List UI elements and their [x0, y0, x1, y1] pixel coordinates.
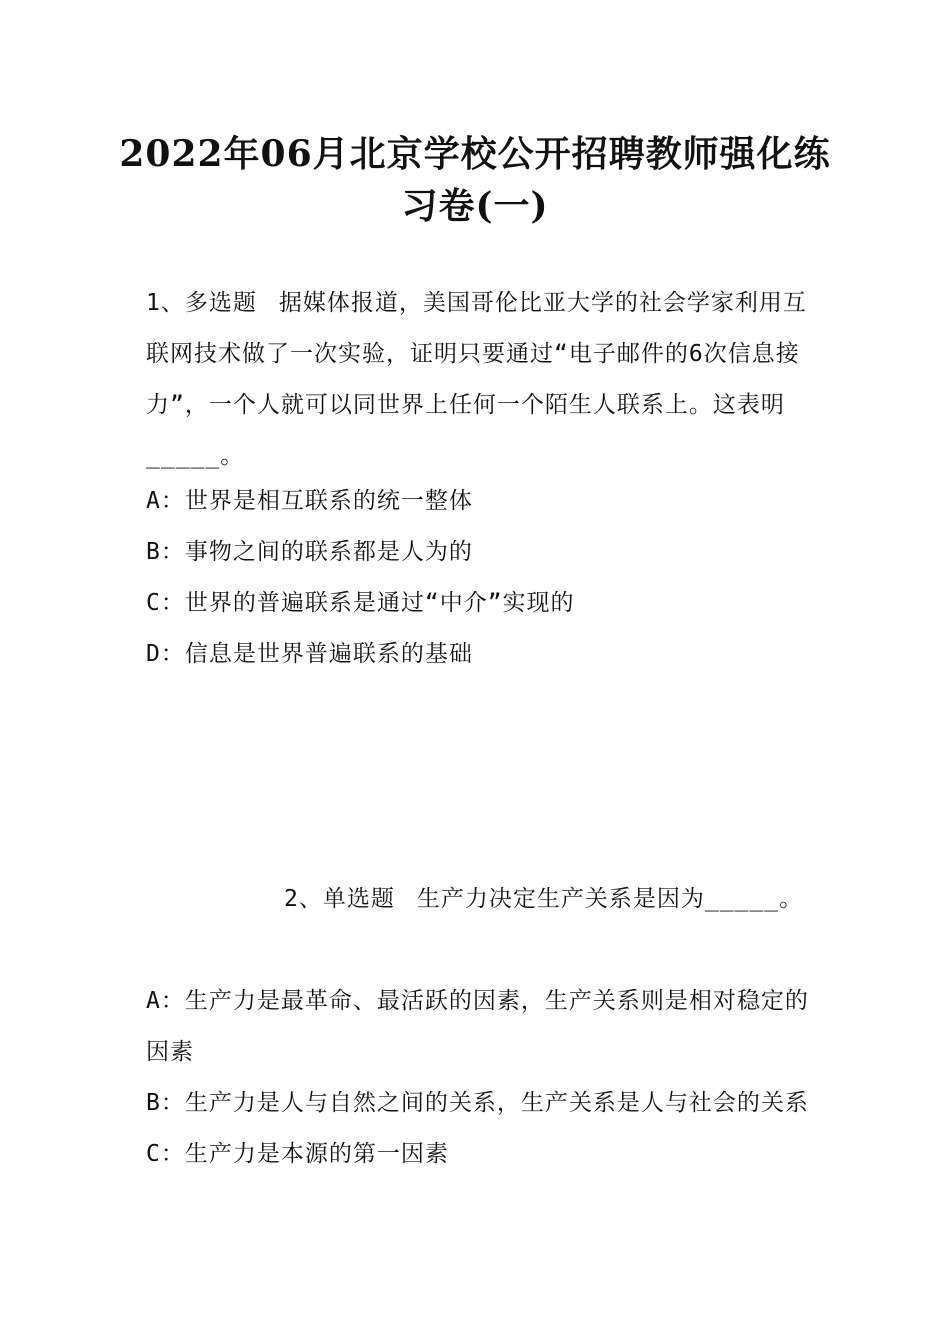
question-1-label: 1、多选题 — [146, 290, 257, 316]
question-1-option-c: C：世界的普遍联系是通过“中介”实现的 — [146, 590, 575, 616]
title-line-2: 习卷(一) — [401, 185, 549, 227]
question-1-option-b: B：事物之间的联系都是人为的 — [146, 539, 473, 565]
question-1-option-a: A：世界是相互联系的统一整体 — [146, 488, 473, 514]
question-1 — [146, 278, 810, 482]
question-2-stem: 生产力决定生产关系是因为_____。 — [416, 886, 804, 912]
question-2-option-b: B：生产力是人与自然之间的关系，生产关系是人与社会的关系 — [146, 1090, 809, 1116]
question-2-options — [146, 976, 810, 1180]
question-1-options — [146, 476, 810, 680]
question-2-option-c: C：生产力是本源的第一因素 — [146, 1141, 449, 1167]
question-2 — [284, 874, 844, 925]
title-line-1: 2022年06月北京学校公开招聘教师强化练 — [119, 133, 831, 175]
question-2-label: 2、单选题 — [284, 886, 395, 912]
question-1-stem: 据媒体报道，美国哥伦比亚大学的社会学家利用互联网技术做了一次实验，证明只要通过“电子邮件的6次信息接力”，一个人就可以同世界上任何一个陌生人联系上。这表明_____。 — [146, 290, 807, 469]
question-2-option-a: A：生产力是最革命、最活跃的因素，生产关系则是相对稳定的因素 — [146, 988, 809, 1065]
document-title — [0, 128, 950, 232]
question-1-option-d: D：信息是世界普遍联系的基础 — [146, 641, 473, 667]
